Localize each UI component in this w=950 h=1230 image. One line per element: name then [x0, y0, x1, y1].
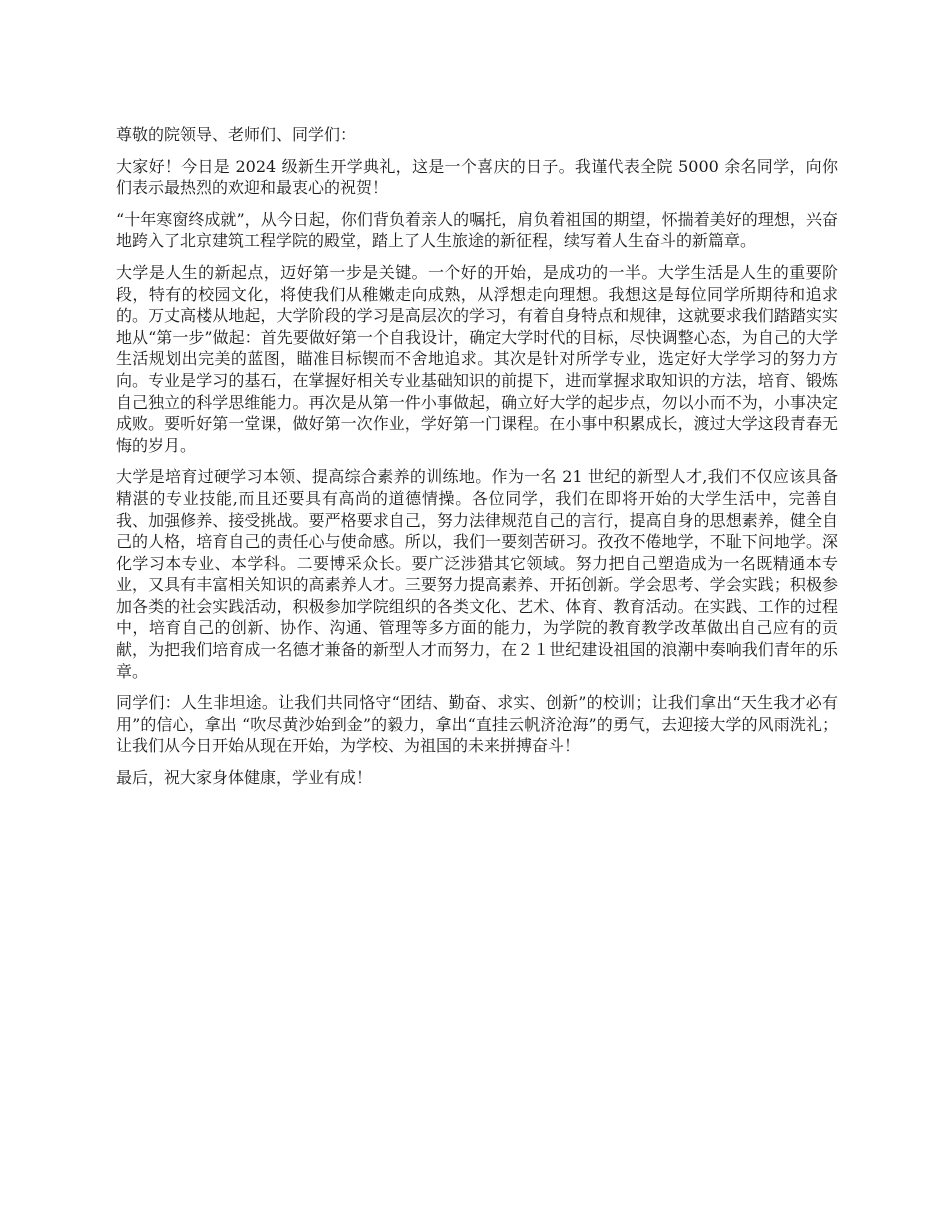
paragraph-training-ground: 大学是培育过硬学习本领、提高综合素养的训练地。作为一名 21 世纪的新型人才,我们不仅应该具备精湛的专业技能,而且还要具有高尚的道德情操。各位同学，我们在即将开始的大学生活中，完善自我、加强修养、接受挑战。要严格要求自己，努力法律规范自己的言行，提高自身的思想素养，健全自己的人格，培育自己的责任心与使命感。所以，我们一要刻苦研习。孜孜不倦地学，不耻下问地学。深化学习本专业、本学科。二要博采众长。要广泛涉猎其它领域。努力把自己塑造成为一名既精通本专业，又具有丰富相关知识的高素养人才。三要努力提高素养、开拓创新。学会思考、学会实践；积极参加各类的社会实践活动，积极参加学院组织的各类文化、艺术、体育、教育活动。在实践、工作的过程中，培育自己的创新、协作、沟通、管理等多方面的能力，为学院的教育教学改革做出自己应有的贡献，为把我们培育成一名德才兼备的新型人才而努力，在２１世纪建设祖国的浪潮中奏响我们青年的乐章。 — [116, 467, 838, 681]
document-body — [116, 124, 838, 799]
paragraph-new-journey: “十年寒窗终成就”，从今日起，你们背负着亲人的嘱托，肩负着祖国的期望，怀揣着美好的理想，兴奋地跨入了北京建筑工程学院的殿堂，踏上了人生旅途的新征程，续写着人生奋斗的新篇章。 — [116, 209, 838, 251]
paragraph-motto: 同学们：人生非坦途。让我们共同恪守“团结、勤奋、求实、创新”的校训；让我们拿出“天生我才必有用”的信心，拿出 “吹尽黄沙始到金”的毅力，拿出“直挂云帆济沧海”的勇气，去迎接大学的风雨洗礼；让我们从今日开始从现在开始，为学校、为祖国的未来拼搏奋斗！ — [116, 693, 838, 756]
paragraph-first-step: 大学是人生的新起点，迈好第一步是关键。一个好的开始，是成功的一半。大学生活是人生的重要阶段，特有的校园文化，将使我们从稚嫩走向成熟，从浮想走向理想。我想这是每位同学所期待和追求的。万丈高楼从地起，大学阶段的学习是高层次的学习，有着自身特点和规律，这就要求我们踏踏实实地从“第一步”做起：首先要做好第一个自我设计，确定大学时代的目标，尽快调整心态，为自己的大学生活规划出完美的蓝图，瞄准目标锲而不舍地追求。其次是针对所学专业，选定好大学学习的努力方向。专业是学习的基石，在掌握好相关专业基础知识的前提下，进而掌握求取知识的方法，培育、锻炼自己独立的科学思维能力。再次是从第一件小事做起，确立好大学的起步点，勿以小而不为，小事决定成败。要听好第一堂课，做好第一次作业，学好第一门课程。在小事中积累成长，渡过大学这段青春无悔的岁月。 — [116, 262, 838, 455]
paragraph-closing: 最后，祝大家身体健康，学业有成！ — [116, 768, 373, 788]
salutation: 尊敬的院领导、老师们、同学们： — [116, 125, 357, 144]
paragraph-greeting: 大家好！今日是 2024 级新生开学典礼，这是一个喜庆的日子。我谨代表全院 5000 余名同学，向你们表示最热烈的欢迎和最衷心的祝贺！ — [116, 156, 838, 198]
